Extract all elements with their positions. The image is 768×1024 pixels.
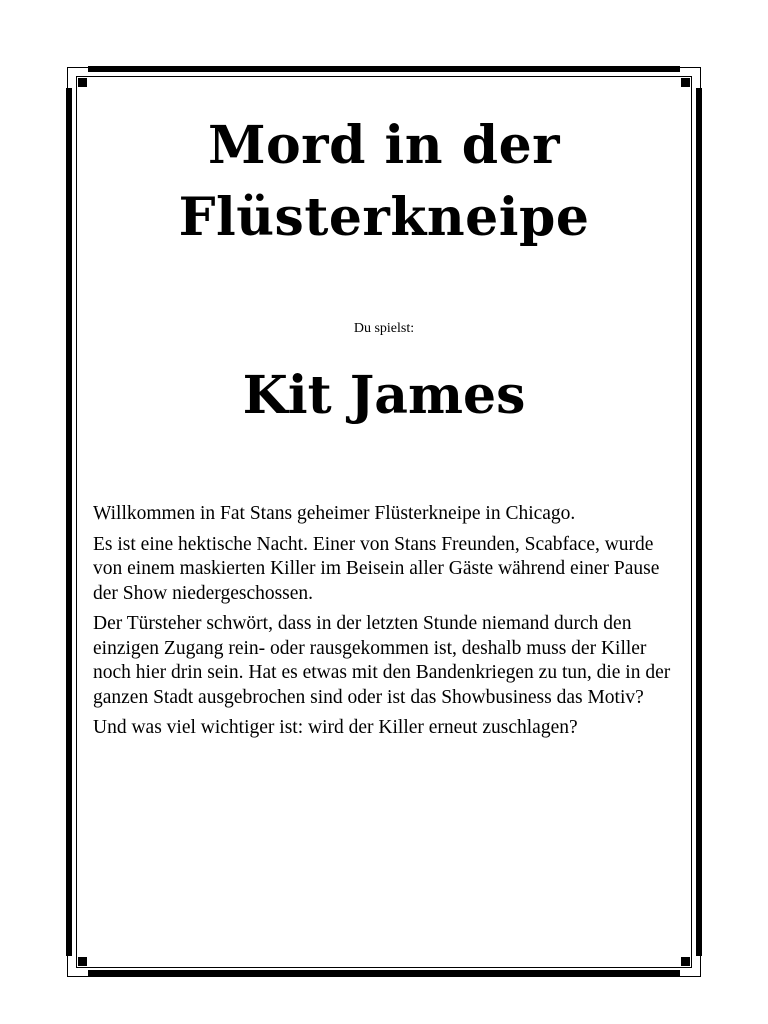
frame-corner-bottom-right — [681, 957, 701, 977]
frame-bar-right — [696, 88, 702, 956]
frame-bar-left — [66, 88, 72, 956]
frame-bar-top — [88, 66, 680, 72]
document-title — [90, 110, 678, 254]
frame-bar-bottom — [88, 970, 680, 976]
intro-paragraph-3: Der Türsteher schwört, dass in der letzten Stunde niemand durch den einzigen Zugang rein- oder rausgekommen ist, deshalb muss der Killer noch hier drin sein. Hat es etwas mit den Bandenkriegen zu tun, die in der ganzen Stadt ausgebrochen sind oder ist das Showbusiness das Motiv? — [93, 613, 671, 708]
title-line-2: Flüsterkneipe — [178, 187, 590, 248]
frame-corner-top-left — [67, 67, 87, 87]
frame-corner-bottom-left — [67, 957, 87, 977]
frame-corner-top-right — [681, 67, 701, 87]
intro-paragraph-1: Willkommen in Fat Stans geheimer Flüsterkneipe in Chicago. — [93, 503, 576, 524]
role-intro-label: Du spielst: — [353, 321, 415, 336]
title-line-1: Mord in der — [207, 115, 561, 176]
intro-paragraph-4: Und was viel wichtiger ist: wird der Killer erneut zuschlagen? — [93, 717, 578, 738]
intro-paragraph-2: Es ist eine hektische Nacht. Einer von Stans Freunden, Scabface, wurde von einem maskierten Killer im Beisein aller Gäste während einer Pause der Show niedergeschossen. — [93, 533, 660, 604]
intro-text — [93, 502, 673, 747]
character-name: Kit James — [242, 365, 526, 426]
